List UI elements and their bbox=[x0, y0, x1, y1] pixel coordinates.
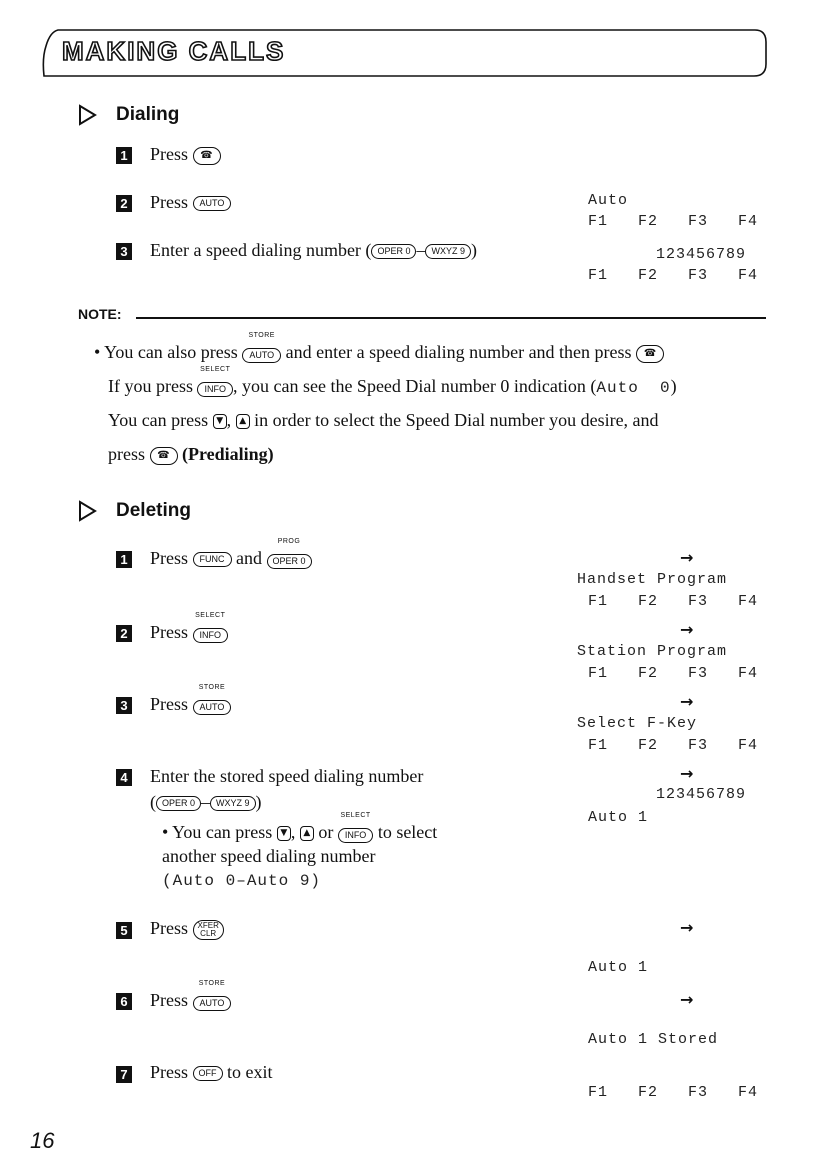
oper-0-key: OPER 0 bbox=[371, 244, 416, 259]
note-text: If you press bbox=[108, 376, 193, 396]
step-number: 5 bbox=[116, 922, 132, 939]
step-text: Press bbox=[150, 144, 189, 164]
store-auto-key bbox=[242, 332, 281, 364]
store-auto-key bbox=[193, 980, 232, 1012]
wxyz-9-key: WXYZ 9 bbox=[425, 244, 471, 259]
lcd-display-line: Auto 1 bbox=[588, 809, 649, 826]
step-text: Press bbox=[150, 548, 189, 568]
key-upper-label: STORE bbox=[198, 980, 226, 988]
key-label: CLR bbox=[200, 928, 217, 938]
deleting-step-4-line3: (Auto 0–Auto 9) bbox=[162, 872, 322, 890]
step-number: 3 bbox=[116, 697, 132, 714]
step-number: 1 bbox=[116, 147, 132, 164]
key-upper-label: XFER bbox=[197, 920, 219, 930]
dialing-step-1 bbox=[150, 144, 221, 165]
lcd-display-line: F1 F2 F3 F4 bbox=[588, 213, 759, 230]
note-line-3 bbox=[108, 410, 659, 431]
key-label: AUTO bbox=[242, 348, 281, 363]
down-arrow-key-icon: ▼ bbox=[277, 826, 291, 841]
key-label: OPER 0 bbox=[267, 554, 312, 569]
dialing-step-2 bbox=[150, 192, 231, 213]
deleting-step-4-keys bbox=[150, 792, 262, 813]
lcd-display-line: F1 F2 F3 F4 bbox=[588, 1084, 759, 1101]
note-text: • You can also press bbox=[94, 342, 238, 362]
note-line-4 bbox=[108, 444, 274, 465]
step-number: 2 bbox=[116, 195, 132, 212]
deleting-step-5 bbox=[150, 918, 224, 940]
close-paren: ) bbox=[470, 240, 477, 260]
forward-arrow-icon: → bbox=[680, 764, 694, 783]
note-text: , bbox=[290, 822, 296, 842]
step-text: to exit bbox=[227, 1062, 273, 1082]
key-label: INFO bbox=[197, 382, 233, 397]
lcd-display-line: Auto bbox=[588, 192, 629, 209]
forward-arrow-icon: → bbox=[680, 548, 694, 567]
forward-arrow-icon: → bbox=[680, 918, 694, 937]
wxyz-9-key: WXYZ 9 bbox=[210, 796, 256, 811]
step-number: 7 bbox=[116, 1066, 132, 1083]
key-upper-label: STORE bbox=[198, 684, 226, 692]
step-number: 2 bbox=[116, 625, 132, 642]
select-info-key bbox=[193, 612, 229, 644]
lcd-display-line: F1 F2 F3 F4 bbox=[588, 737, 759, 754]
key-upper-label: SELECT bbox=[340, 812, 371, 820]
xfer-clr-key bbox=[193, 920, 224, 940]
down-arrow-key-icon: ▼ bbox=[213, 414, 227, 429]
off-key: OFF bbox=[193, 1066, 223, 1081]
note-text: press bbox=[108, 444, 145, 464]
note-text: You can press bbox=[108, 410, 209, 430]
key-upper-label: SELECT bbox=[195, 612, 226, 620]
store-auto-key bbox=[193, 684, 232, 716]
note-text: or bbox=[318, 822, 334, 842]
deleting-step-7 bbox=[150, 1062, 273, 1083]
step-text: Press bbox=[150, 990, 189, 1010]
handset-talk-icon: ☎ bbox=[636, 345, 664, 363]
dash: – bbox=[201, 792, 211, 812]
handset-talk-icon: ☎ bbox=[150, 447, 178, 465]
forward-arrow-icon: → bbox=[680, 692, 694, 711]
note-text: , bbox=[226, 410, 232, 430]
deleting-heading: Deleting bbox=[116, 500, 191, 521]
step-number: 4 bbox=[116, 769, 132, 786]
lcd-inline-text: Auto 0 bbox=[596, 379, 671, 397]
deleting-step-1 bbox=[150, 538, 312, 570]
step-text: and bbox=[236, 548, 263, 568]
dialing-heading: Dialing bbox=[116, 104, 180, 125]
select-info-key bbox=[197, 366, 233, 398]
step-number: 6 bbox=[116, 993, 132, 1010]
play-outline-icon bbox=[78, 104, 98, 126]
step-text: Press bbox=[150, 622, 189, 642]
page-number: 16 bbox=[30, 1128, 55, 1153]
key-label: INFO bbox=[338, 828, 374, 843]
up-arrow-key-icon: ▲ bbox=[236, 414, 250, 429]
step-text: Enter a speed dialing number ( bbox=[150, 240, 372, 260]
func-key: FUNC bbox=[193, 552, 232, 567]
page-title: MAKING CALLS bbox=[62, 36, 286, 66]
deleting-step-4-bullet bbox=[162, 812, 438, 844]
note-text: in order to select the Speed Dial number you desire, and bbox=[254, 410, 659, 430]
note-text: and enter a speed dialing number and then press bbox=[285, 342, 632, 362]
deleting-step-6 bbox=[150, 980, 231, 1012]
step-text: Press bbox=[150, 192, 189, 212]
step-number: 3 bbox=[116, 243, 132, 260]
oper-0-key: OPER 0 bbox=[156, 796, 201, 811]
handset-talk-icon: ☎ bbox=[193, 147, 221, 165]
note-label: NOTE: bbox=[78, 306, 122, 322]
step-text: Press bbox=[150, 918, 189, 938]
step-text: Press bbox=[150, 694, 189, 714]
close-paren: ) bbox=[255, 792, 262, 812]
lcd-display-line: Station Program bbox=[577, 643, 728, 660]
play-outline-icon bbox=[78, 500, 98, 522]
note-text: , you can see the Speed Dial number 0 indication ( bbox=[232, 376, 597, 396]
lcd-display-line: 123456789 bbox=[656, 786, 747, 803]
select-info-key bbox=[338, 812, 374, 844]
lcd-display-line: F1 F2 F3 F4 bbox=[588, 593, 759, 610]
deleting-step-4-line2: another speed dialing number bbox=[162, 846, 376, 866]
lcd-display-line: F1 F2 F3 F4 bbox=[588, 665, 759, 682]
step-text: Press bbox=[150, 1062, 189, 1082]
dialing-step-3 bbox=[150, 240, 477, 261]
prog-oper-0-key bbox=[267, 538, 312, 570]
key-upper-label: PROG bbox=[277, 538, 301, 546]
key-label: INFO bbox=[193, 628, 229, 643]
deleting-step-4: Enter the stored speed dialing number bbox=[150, 766, 424, 786]
note-text-bold: (Predialing) bbox=[182, 444, 274, 464]
note-rule bbox=[136, 317, 766, 319]
lcd-display-line: F1 F2 F3 F4 bbox=[588, 267, 759, 284]
key-upper-label: SELECT bbox=[200, 366, 231, 374]
forward-arrow-icon: → bbox=[680, 620, 694, 639]
deleting-step-2 bbox=[150, 612, 228, 644]
lcd-display-line: Handset Program bbox=[577, 571, 728, 588]
note-line-2 bbox=[108, 366, 677, 398]
open-paren: ( bbox=[150, 792, 156, 812]
step-number: 1 bbox=[116, 551, 132, 568]
lcd-display-line: Select F-Key bbox=[577, 715, 698, 732]
lcd-display-line: 123456789 bbox=[656, 246, 747, 263]
lcd-display-line: Auto 1 bbox=[588, 959, 649, 976]
note-text: • You can press bbox=[162, 822, 273, 842]
deleting-step-3 bbox=[150, 684, 231, 716]
dash: – bbox=[416, 240, 426, 260]
auto-key: AUTO bbox=[193, 196, 232, 211]
key-upper-label: STORE bbox=[248, 332, 275, 340]
forward-arrow-icon: → bbox=[680, 990, 694, 1009]
note-text: ) bbox=[670, 376, 677, 396]
note-line-1 bbox=[94, 332, 664, 364]
lcd-display-line: Auto 1 Stored bbox=[588, 1031, 719, 1048]
up-arrow-key-icon: ▲ bbox=[300, 826, 314, 841]
note-text: to select bbox=[377, 822, 438, 842]
key-label: AUTO bbox=[193, 996, 232, 1011]
key-label: AUTO bbox=[193, 700, 232, 715]
